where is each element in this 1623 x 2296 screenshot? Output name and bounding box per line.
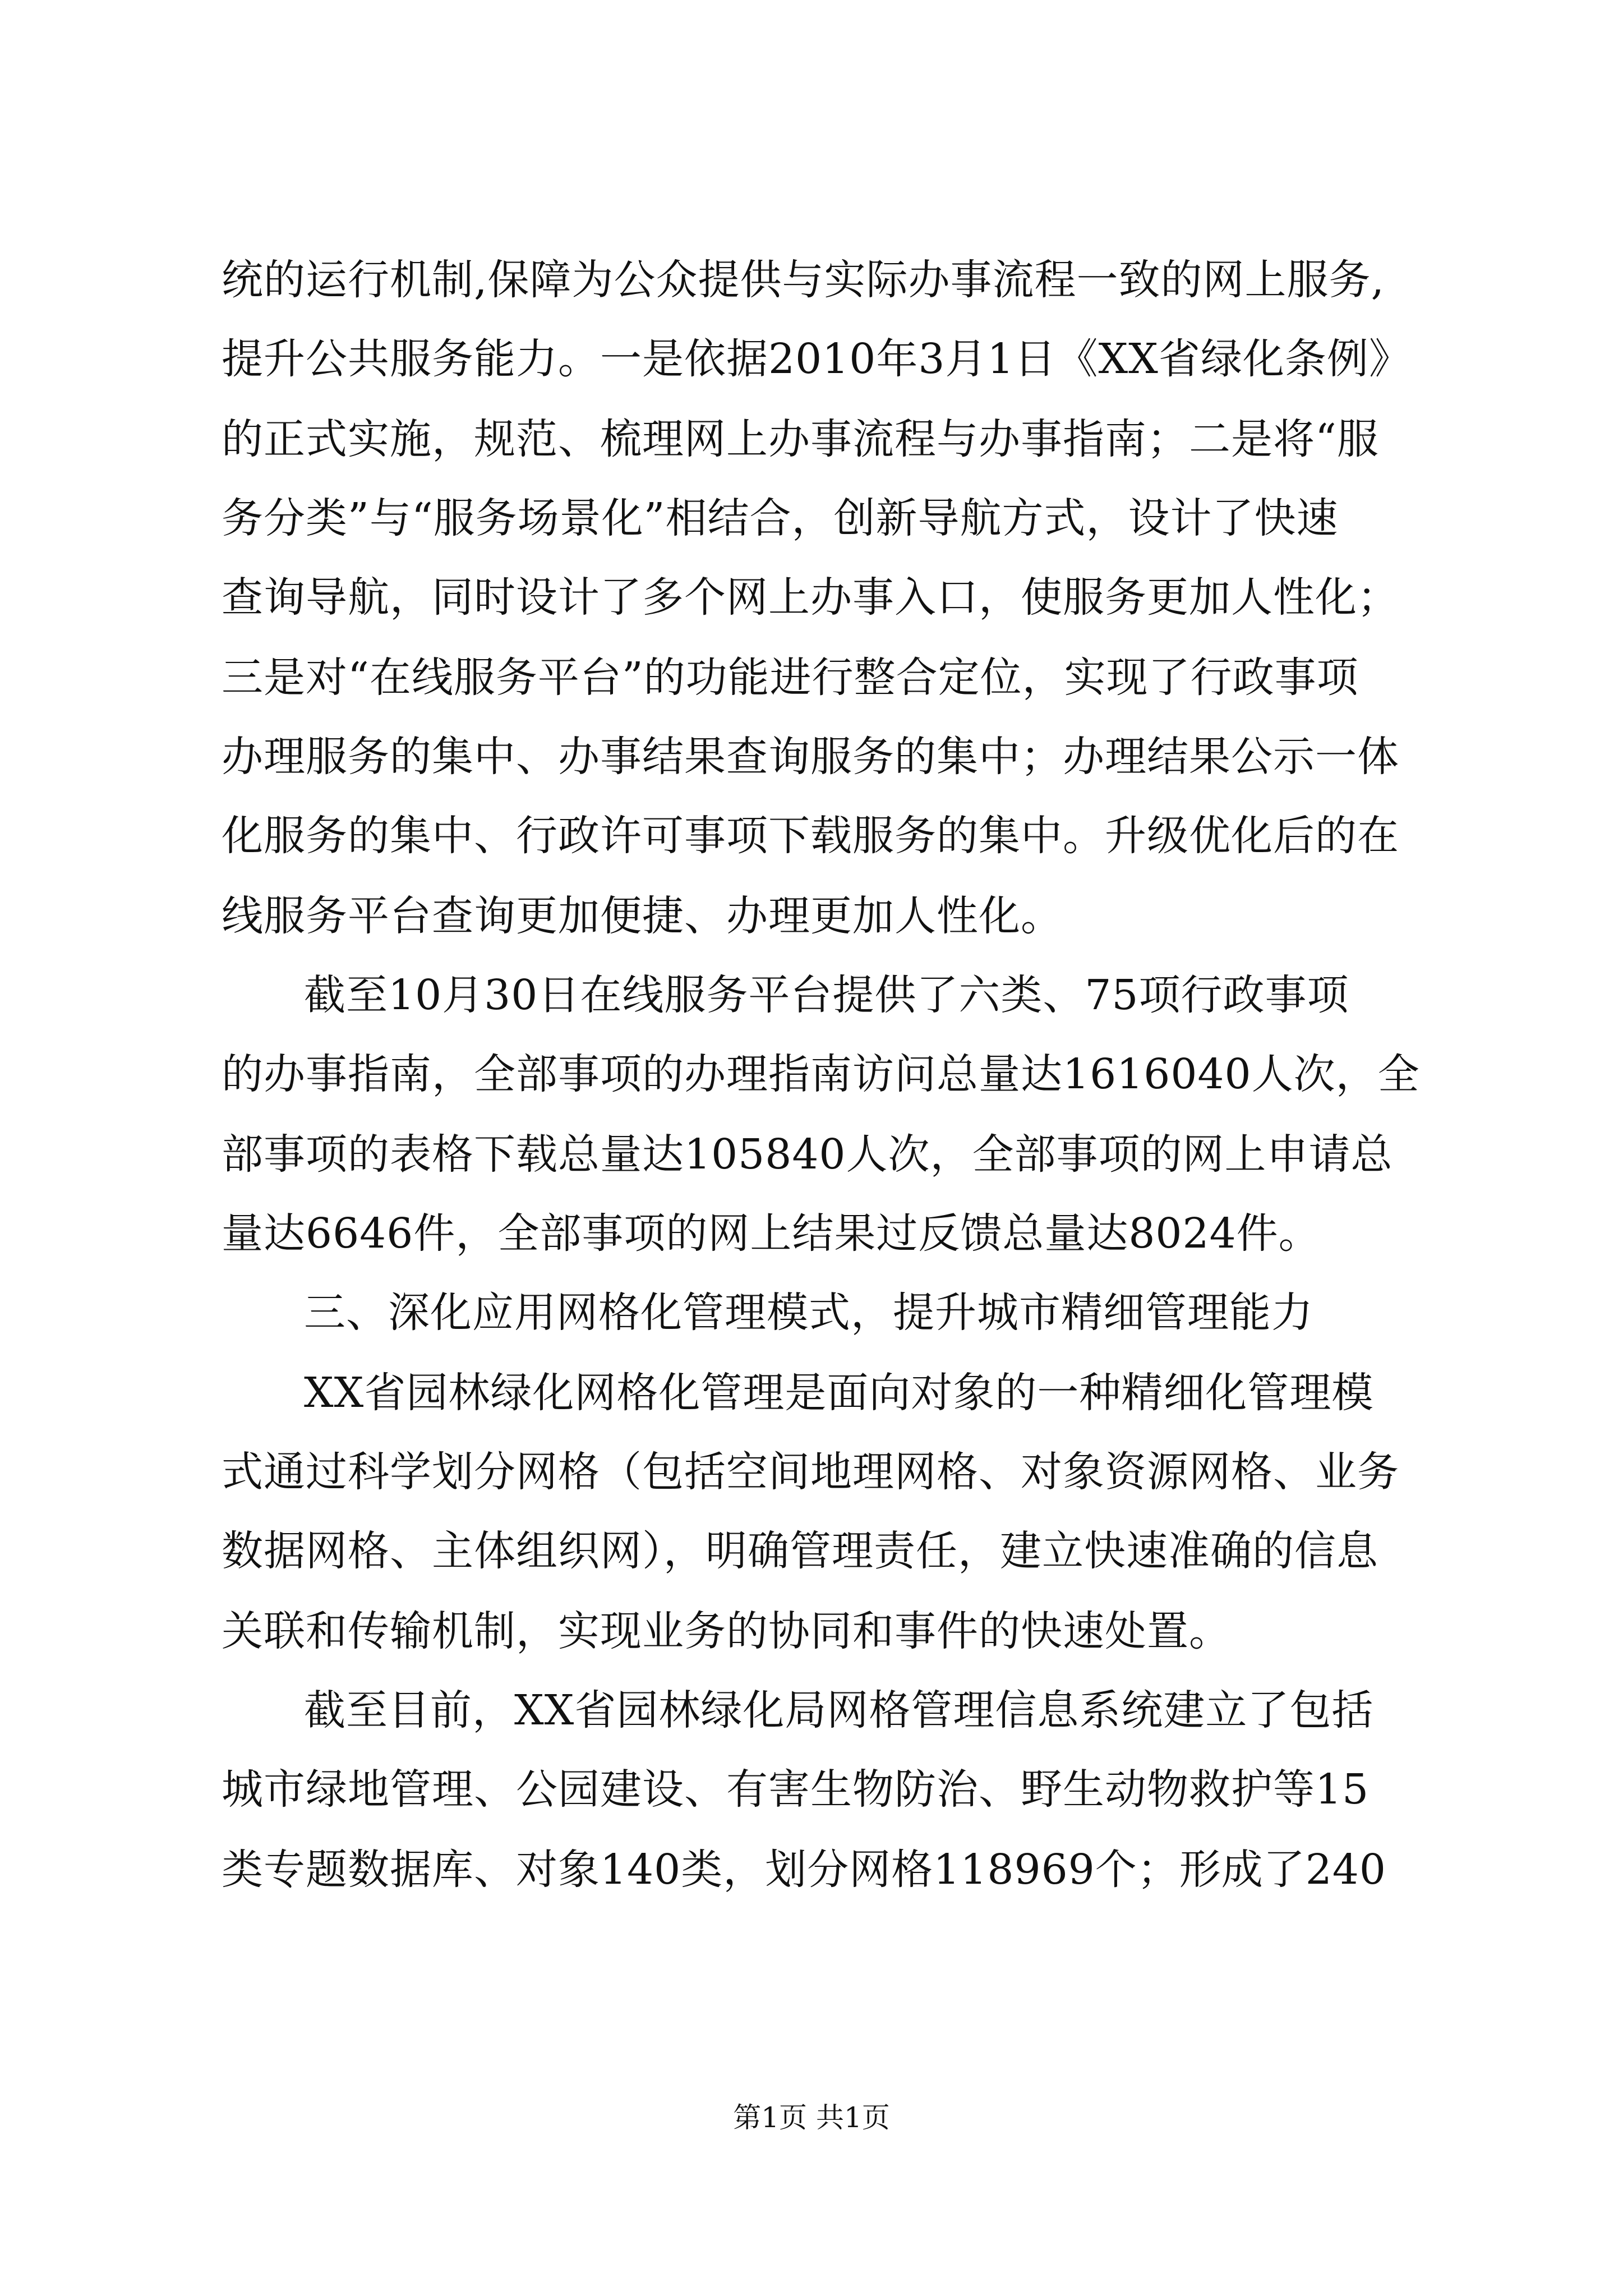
page-footer: 第1页 共1页 xyxy=(733,2101,890,2134)
body-line: 的办事指南，全部事项的办理指南访问总量达1616040人次，全 xyxy=(222,1050,1420,1098)
body-line: 城市绿地管理、公园建设、有害生物防治、野生动物救护等15 xyxy=(222,1765,1370,1814)
paragraph-first-line: 截至目前，XX省园林绿化局网格管理信息系统建立了包括 xyxy=(304,1686,1374,1734)
body-line: 的正式实施，规范、梳理网上办事流程与办事指南；二是将“服 xyxy=(222,415,1379,463)
body-line: 部事项的表格下载总量达105840人次，全部事项的网上申请总 xyxy=(222,1130,1393,1179)
body-line: 量达6646件，全部事项的网上结果过反馈总量达8024件。 xyxy=(222,1209,1321,1258)
section-heading: 三、深化应用网格化管理模式，提升城市精细管理能力 xyxy=(304,1289,1313,1337)
body-line: 式通过科学划分网格（包括空间地理网格、对象资源网格、业务 xyxy=(222,1448,1399,1496)
body-line: 提升公共服务能力。一是依据2010年3月1日《XX省绿化条例》 xyxy=(222,335,1411,383)
paragraph-first-line: 截至10月30日在线服务平台提供了六类、75项行政事项 xyxy=(304,971,1349,1019)
body-line: 化服务的集中、行政许可事项下载服务的集中。升级优化后的在 xyxy=(222,812,1399,860)
body-line: 关联和传输机制，实现业务的协同和事件的快速处置。 xyxy=(222,1607,1231,1655)
paragraph-first-line: XX省园林绿化网格化管理是面向对象的一种精细化管理模 xyxy=(304,1369,1374,1417)
body-line: 类专题数据库、对象140类，划分网格118969个；形成了240 xyxy=(222,1846,1386,1894)
body-line: 数据网格、主体组织网），明确管理责任，建立快速准确的信息 xyxy=(222,1527,1378,1575)
body-line: 线服务平台查询更加便捷、办理更加人性化。 xyxy=(222,892,1063,940)
body-line: 办理服务的集中、办事结果查询服务的集中；办理结果公示一体 xyxy=(222,733,1399,781)
body-line: 务分类”与“服务场景化”相结合，创新导航方式，设计了快速 xyxy=(222,494,1339,542)
body-line: 查询导航，同时设计了多个网上办事入口，使服务更加人性化； xyxy=(222,573,1399,622)
body-line: 三是对“在线服务平台”的功能进行整合定位，实现了行政事项 xyxy=(222,654,1359,702)
body-line: 统的运行机制,保障为公众提供与实际办事流程一致的网上服务, xyxy=(222,256,1385,304)
